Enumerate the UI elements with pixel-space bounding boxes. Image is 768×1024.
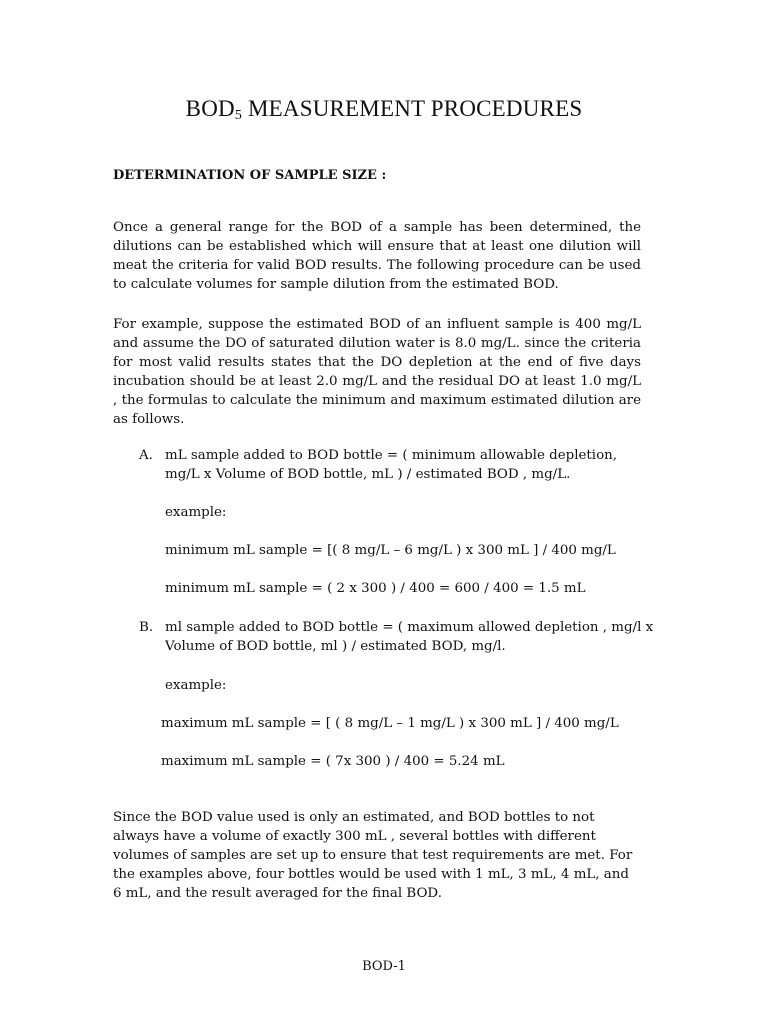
paragraph-example: For example, suppose the estimated BOD of an influent sample is 400 mg/L and assume the DO of saturated dilution water is 8.0 mg/L. since the criteria for most valid results states that the DO depletion at the end of five days incubation should be at least 2.0 mg/L and the residual DO at least 1.0 mg/L , the formulas to calculate the minimum and maximum estimated dilution are as follows. [113,317,641,427]
paragraph-conclusion: Since the BOD value used is only an estimated, and BOD bottles to not always have a volume of exactly 300 mL , several bottles with different volumes of samples are set up to ensure that test requirements are met. For the examples above, four bottles would be used with 1 mL, 3 mL, 4 mL, and 6 mL, and the result averaged for the final BOD. [113,810,633,901]
item-a-letter: A. [139,448,153,463]
item-b-text: ml sample added to BOD bottle = ( maximum allowed depletion , mg/l x Volume of BOD bottle, ml ) / estimated BOD, mg/l. [165,620,654,654]
title-main: BOD [185,96,235,121]
item-a-formula-2: minimum mL sample = ( 2 x 300 ) / 400 = 600 / 400 = 1.5 mL [165,581,586,596]
title-rest: MEASUREMENT PROCEDURES [242,96,583,121]
item-b-formula-1: maximum mL sample = [ ( 8 mg/L – 1 mg/L ) x 300 mL ] / 400 mg/L [161,716,619,731]
paragraph-intro: Once a general range for the BOD of a sample has been determined, the dilutions can be established which will ensure that at least one dilution will meat the criteria for valid BOD results. The following procedure can be used to calculate volumes for sample dilution from the estimated BOD. [113,220,641,292]
section-heading: DETERMINATION OF SAMPLE SIZE : [113,168,387,183]
item-a-formula-1: minimum mL sample = [( 8 mg/L – 6 mg/L ) x 300 mL ] / 400 mg/L [165,543,616,558]
item-b-letter: B. [139,620,154,635]
item-b-formula-2: maximum mL sample = ( 7x 300 ) / 400 = 5.24 mL [161,754,505,769]
item-a-text: mL sample added to BOD bottle = ( minimum allowable depletion, mg/L x Volume of BOD bottle, mL ) / estimated BOD , mg/L. [165,448,618,482]
page-title [0,96,768,124]
page-footer: BOD-1 [362,959,406,974]
item-a-example-label: example: [165,505,227,520]
title-subscript: 5 [234,108,243,123]
item-b-example-label: example: [165,678,227,693]
